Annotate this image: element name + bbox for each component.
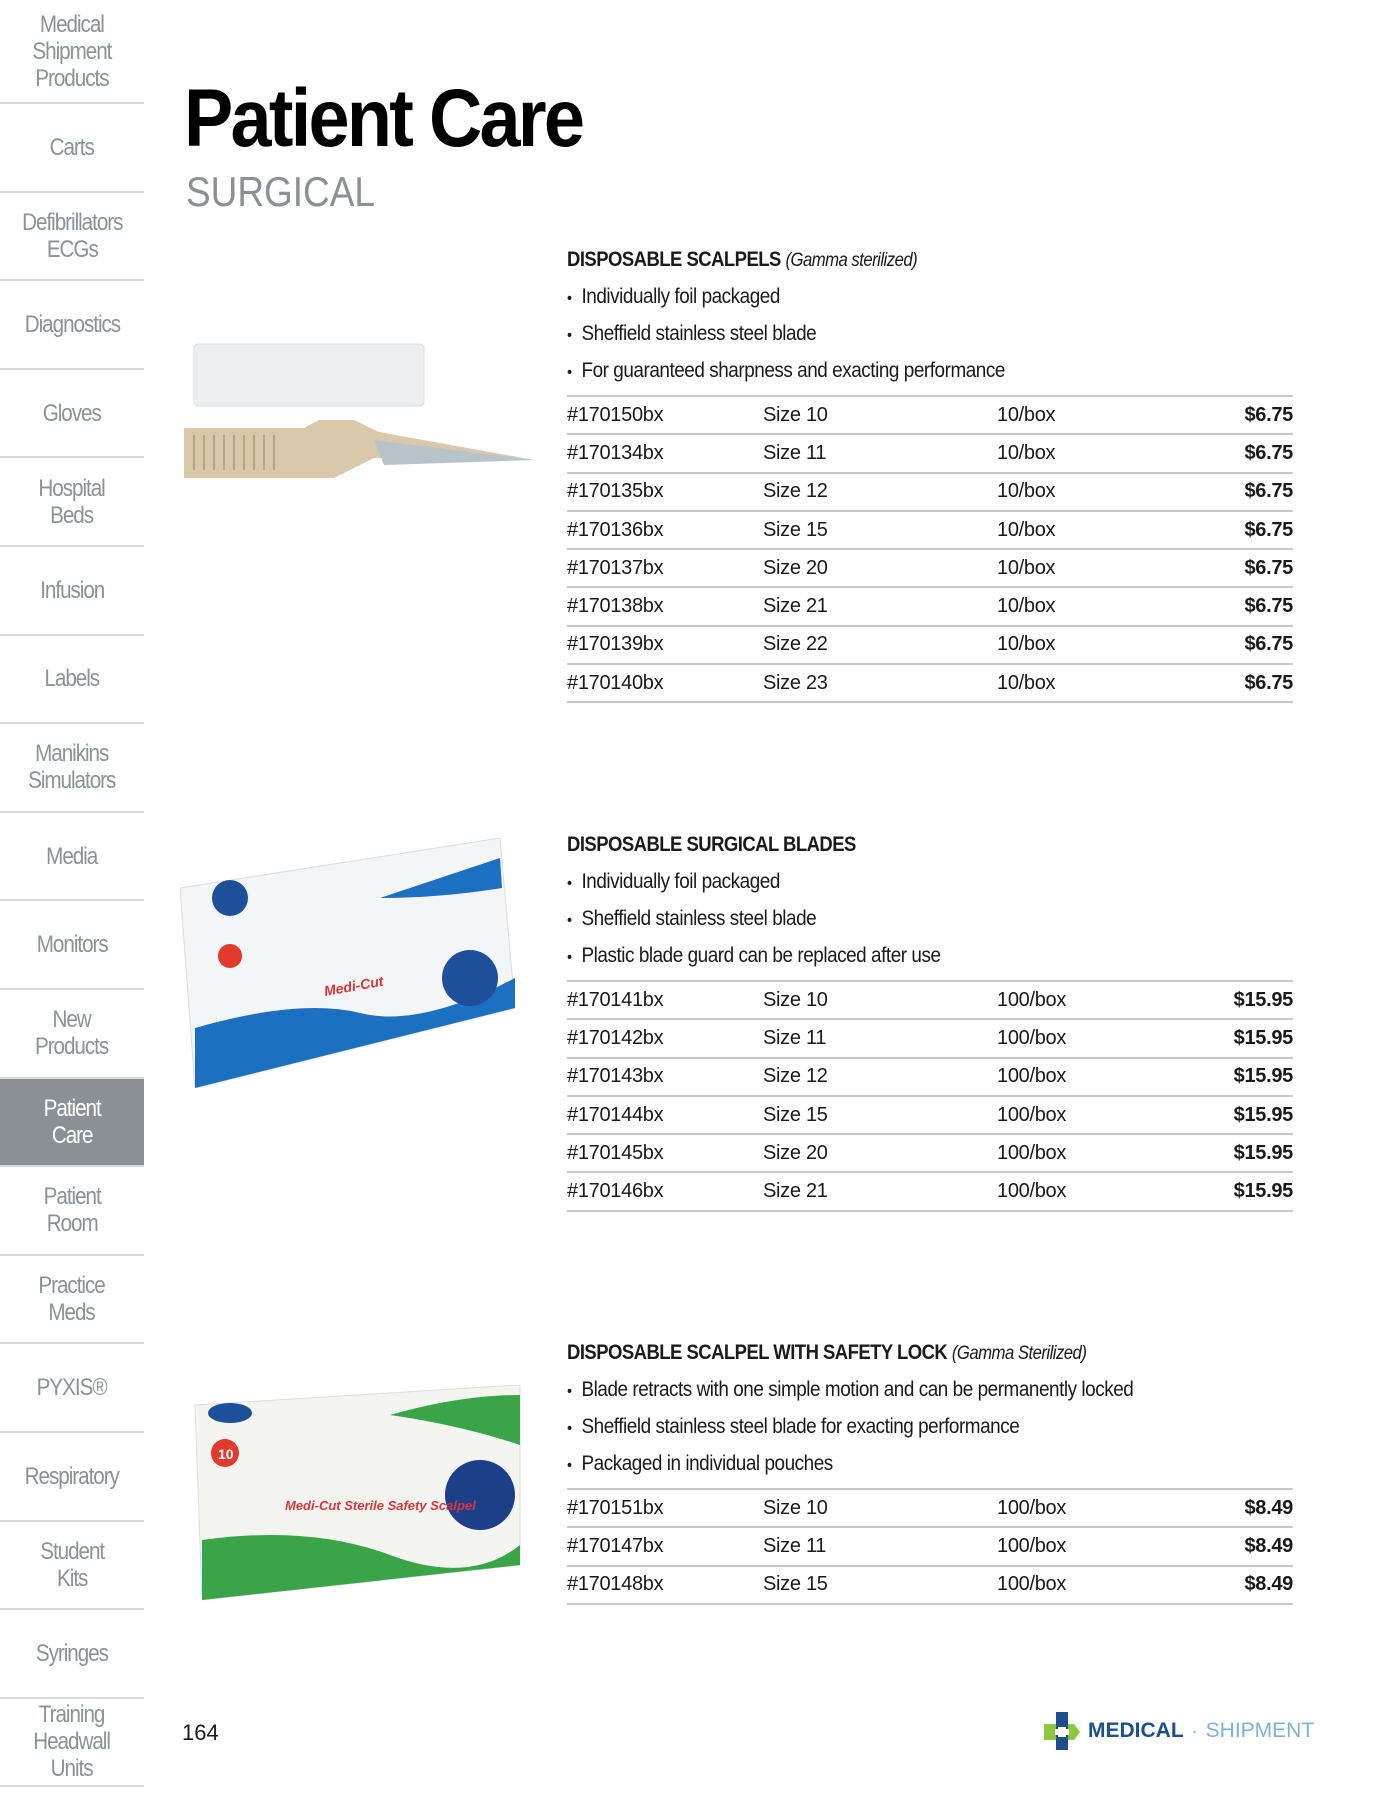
feature-bullet: • Sheffield stainless steel blade [567, 315, 1220, 352]
section-title [567, 833, 1206, 863]
sidebar-item-label: Carts [49, 133, 95, 161]
section-title [567, 1341, 1206, 1371]
feature-bullet: • Sheffield stainless steel blade [567, 900, 1220, 937]
table-row [567, 435, 1293, 473]
item-code: #170139bx [567, 633, 664, 656]
sidebar-item[interactable] [0, 0, 144, 104]
item-quantity: 10/box [997, 518, 1056, 541]
item-code: #170138bx [567, 595, 664, 618]
sidebar-item-label: Media [46, 842, 98, 870]
sidebar-item[interactable] [0, 1522, 144, 1611]
item-code: #170141bx [567, 988, 664, 1011]
item-quantity: 10/box [997, 595, 1056, 618]
item-quantity: 10/box [997, 671, 1056, 694]
item-code: #170137bx [567, 556, 664, 579]
table-row [567, 550, 1293, 588]
surgical-blades-box-image [180, 838, 515, 1088]
item-size: Size 21 [763, 1180, 828, 1203]
sidebar-item-label: Patient Care [43, 1094, 101, 1149]
item-price: $6.75 [1244, 556, 1293, 579]
item-code: #170135bx [567, 480, 664, 503]
item-size: Size 22 [763, 633, 828, 656]
price-table [567, 395, 1293, 703]
item-price: $6.75 [1244, 480, 1293, 503]
sidebar-item-label: Training Headwall Units [33, 1701, 111, 1783]
sidebar-item[interactable] [0, 547, 144, 636]
section-note: (Gamma Sterilized) [951, 1343, 1087, 1364]
sidebar-item[interactable] [0, 1167, 144, 1256]
sidebar-item-label: Gloves [42, 399, 102, 427]
table-row [567, 665, 1293, 703]
sidebar-item[interactable] [0, 458, 144, 547]
item-size: Size 10 [763, 403, 828, 426]
feature-bullet: • Sheffield stainless steel blade for exacting performance [567, 1408, 1220, 1445]
feature-bullet: • For guaranteed sharpness and exacting performance [567, 352, 1220, 389]
sidebar-item[interactable] [0, 901, 144, 990]
item-code: #170142bx [567, 1026, 664, 1049]
item-size: Size 11 [763, 1534, 827, 1557]
item-quantity: 10/box [997, 441, 1056, 464]
item-code: #170151bx [567, 1496, 664, 1519]
item-size: Size 21 [763, 595, 828, 618]
sidebar-item[interactable] [0, 1256, 144, 1345]
item-quantity: 10/box [997, 480, 1056, 503]
page-subtitle: SURGICAL [186, 168, 375, 215]
sidebar-item-label: Practice Meds [38, 1272, 106, 1327]
safety-scalpel-box-image [190, 1385, 525, 1600]
item-code: #170144bx [567, 1103, 664, 1126]
product-section-scalpels [567, 248, 1293, 703]
item-code: #170146bx [567, 1180, 664, 1203]
item-price: $15.95 [1233, 1141, 1293, 1164]
item-price: $8.49 [1244, 1534, 1293, 1557]
item-code: #170147bx [567, 1534, 664, 1557]
item-code: #170145bx [567, 1141, 664, 1164]
item-code: #170134bx [567, 441, 664, 464]
table-row [567, 474, 1293, 512]
product-section-blades [567, 833, 1293, 1212]
medical-shipment-logo [1044, 1712, 1314, 1750]
item-code: #170136bx [567, 518, 664, 541]
table-row [567, 1528, 1293, 1566]
item-quantity: 100/box [997, 1103, 1067, 1126]
feature-bullet: • Individually foil packaged [567, 863, 1220, 900]
item-size: Size 15 [763, 1573, 828, 1596]
item-code: #170140bx [567, 671, 664, 694]
table-row [567, 1567, 1293, 1605]
item-code: #170150bx [567, 403, 664, 426]
box-brand-text: Medi-Cut Sterile Safety Scalpel [285, 1498, 476, 1513]
box-brand-text: Medi-Cut [322, 972, 385, 999]
sidebar-item[interactable] [0, 370, 144, 459]
sidebar-item[interactable] [0, 104, 144, 193]
item-price: $6.75 [1244, 518, 1293, 541]
item-size: Size 15 [763, 1103, 828, 1126]
item-price: $15.95 [1233, 1026, 1293, 1049]
box-count-text: 10 [218, 1446, 234, 1462]
sidebar-item-label: Monitors [36, 931, 108, 959]
sidebar-item-label: PYXIS® [37, 1374, 107, 1402]
sidebar-item-label: Medical Shipment Products [32, 10, 112, 92]
sidebar-item-label: Syringes [35, 1639, 109, 1667]
item-quantity: 100/box [997, 1180, 1067, 1203]
section-title-text: DISPOSABLE SURGICAL BLADES [567, 833, 856, 856]
table-row [567, 982, 1293, 1020]
item-quantity: 100/box [997, 988, 1067, 1011]
sidebar-item-label: New Products [35, 1006, 109, 1061]
item-price: $8.49 [1244, 1573, 1293, 1596]
item-size: Size 20 [763, 556, 828, 579]
logo-main-text: MEDICAL [1088, 1719, 1184, 1742]
item-price: $15.95 [1233, 988, 1293, 1011]
item-quantity: 100/box [997, 1141, 1067, 1164]
section-title-text: DISPOSABLE SCALPEL WITH SAFETY LOCK [567, 1341, 948, 1364]
category-sidebar [0, 0, 144, 1787]
feature-bullet: • Blade retracts with one simple motion and can be permanently locked [567, 1371, 1220, 1408]
item-size: Size 15 [763, 518, 828, 541]
item-price: $15.95 [1233, 1103, 1293, 1126]
item-quantity: 100/box [997, 1534, 1067, 1557]
item-price: $15.95 [1233, 1180, 1293, 1203]
table-row [567, 1059, 1293, 1097]
item-size: Size 23 [763, 671, 828, 694]
table-row [567, 1490, 1293, 1528]
table-row [567, 1173, 1293, 1211]
table-row [567, 397, 1293, 435]
table-row [567, 1097, 1293, 1135]
item-size: Size 12 [763, 480, 828, 503]
item-code: #170148bx [567, 1573, 664, 1596]
item-size: Size 11 [763, 1026, 827, 1049]
table-row [567, 1020, 1293, 1058]
item-price: $6.75 [1244, 441, 1293, 464]
item-price: $6.75 [1244, 671, 1293, 694]
sidebar-item-label: Manikins Simulators [28, 740, 116, 795]
sidebar-item-label: Respiratory [24, 1462, 120, 1490]
sidebar-item[interactable] [0, 636, 144, 725]
item-quantity: 100/box [997, 1026, 1067, 1049]
sidebar-item[interactable] [0, 193, 144, 282]
item-price: $6.75 [1244, 403, 1293, 426]
sidebar-item-label: Hospital Beds [38, 474, 106, 529]
item-quantity: 10/box [997, 633, 1056, 656]
page-number: 164 [182, 1720, 219, 1745]
scalpel-image [184, 340, 536, 480]
sidebar-item[interactable] [0, 1344, 144, 1433]
table-row [567, 1135, 1293, 1173]
section-title-text: DISPOSABLE SCALPELS [567, 248, 781, 271]
item-quantity: 10/box [997, 556, 1056, 579]
sidebar-item-label: Infusion [39, 576, 105, 604]
sidebar-item-label: Labels [44, 665, 100, 693]
item-code: #170143bx [567, 1065, 664, 1088]
sidebar-item[interactable] [0, 813, 144, 902]
sidebar-item-label: Defibrillators ECGs [21, 208, 123, 263]
feature-bullet: • Individually foil packaged [567, 278, 1220, 315]
medical-cross-icon [1044, 1712, 1080, 1750]
item-price: $6.75 [1244, 633, 1293, 656]
item-quantity: 100/box [997, 1065, 1067, 1088]
sidebar-item[interactable] [0, 1433, 144, 1522]
feature-bullet: • Packaged in individual pouches [567, 1445, 1220, 1482]
sidebar-item[interactable] [0, 1610, 144, 1699]
item-price: $15.95 [1233, 1065, 1293, 1088]
table-row [567, 512, 1293, 550]
feature-bullet: • Plastic blade guard can be replaced after use [567, 937, 1220, 974]
item-quantity: 100/box [997, 1496, 1067, 1519]
sidebar-item-label: Diagnostics [24, 310, 120, 338]
item-size: Size 11 [763, 441, 827, 464]
price-table [567, 980, 1293, 1212]
page-title: Patient Care [184, 73, 583, 164]
item-size: Size 10 [763, 1496, 828, 1519]
sidebar-item[interactable] [0, 724, 144, 813]
product-section-safety-scalpel [567, 1341, 1293, 1605]
logo-separator: · [1191, 1720, 1198, 1741]
sidebar-item[interactable] [0, 1699, 144, 1788]
item-price: $8.49 [1244, 1496, 1293, 1519]
table-row [567, 588, 1293, 626]
price-table [567, 1488, 1293, 1605]
sidebar-item[interactable] [0, 281, 144, 370]
sidebar-item-label: Student Kits [40, 1537, 104, 1592]
sidebar-item[interactable] [0, 1079, 144, 1168]
sidebar-item-label: Patient Room [43, 1183, 101, 1238]
sidebar-item[interactable] [0, 990, 144, 1079]
table-row [567, 627, 1293, 665]
section-note: (Gamma sterilized) [785, 250, 918, 271]
item-price: $6.75 [1244, 595, 1293, 618]
logo-sub-text: SHIPMENT [1205, 1719, 1315, 1742]
section-title [567, 248, 1206, 278]
item-quantity: 100/box [997, 1573, 1067, 1596]
item-size: Size 10 [763, 988, 828, 1011]
item-size: Size 20 [763, 1141, 828, 1164]
item-size: Size 12 [763, 1065, 828, 1088]
item-quantity: 10/box [997, 403, 1056, 426]
